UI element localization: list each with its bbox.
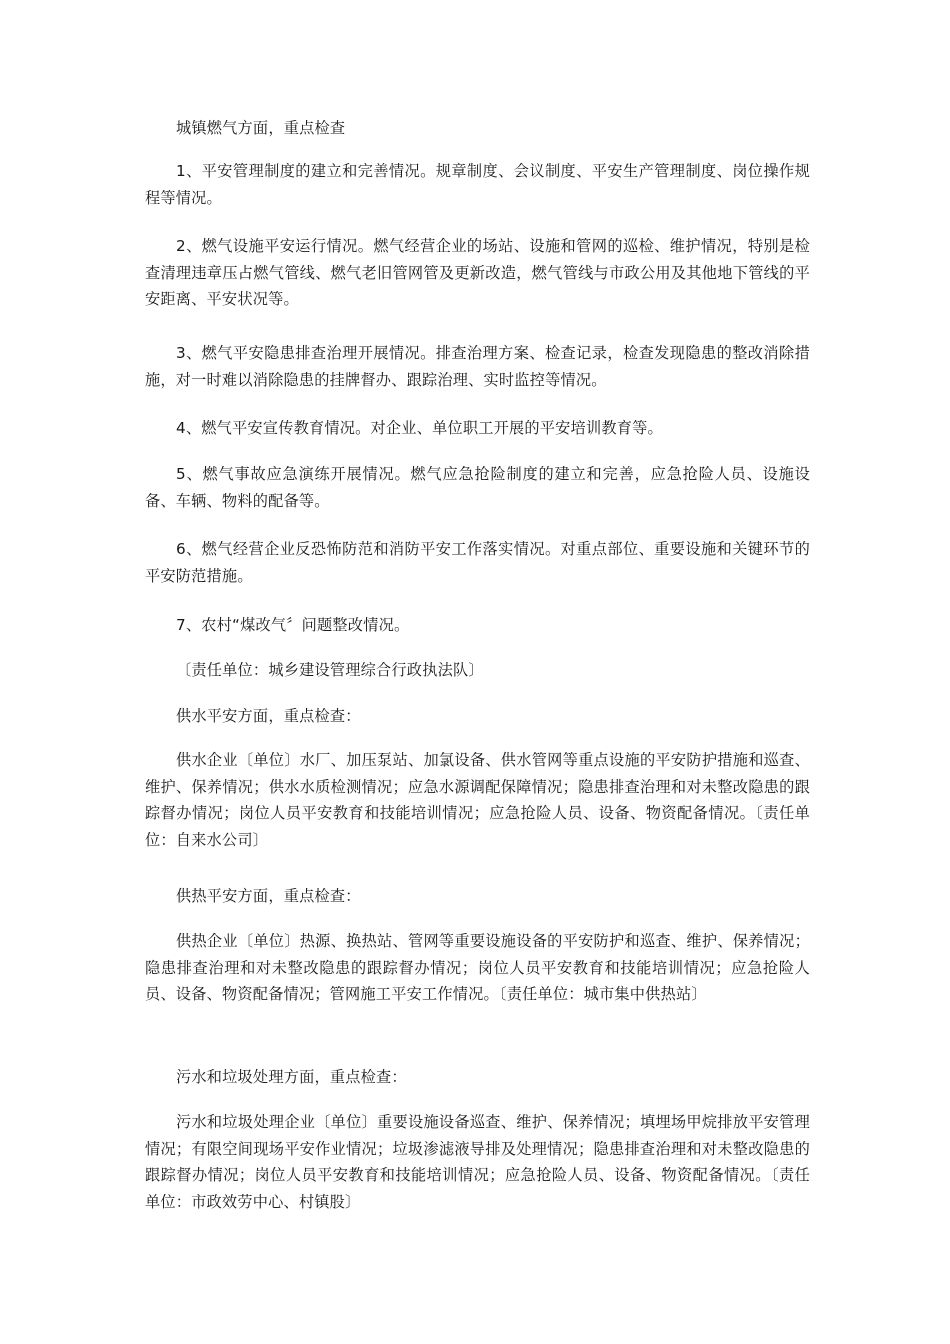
section-heading-gas: 城镇燃气方面，重点检查 xyxy=(176,119,346,137)
gas-item-4: 4、燃气平安宣传教育情况。对企业、单位职工开展的平安培训教育等。 xyxy=(176,419,663,437)
gas-item-6: 6、燃气经营企业反恐怖防范和消防平安工作落实情况。对重点部位、重要设施和关键环节的平安防范措施。 xyxy=(145,540,810,585)
gas-item-2: 2、燃气设施平安运行情况。燃气经营企业的场站、设施和管网的巡检、维护情况，特别是检查清理违章压占燃气管线、燃气老旧管网管及更新改造，燃气管线与市政公用及其他地下管线的平安距离、平安状况等。 xyxy=(145,237,810,308)
section-heading-waste: 污水和垃圾处理方面，重点检查： xyxy=(176,1068,407,1086)
gas-item-1: 1、平安管理制度的建立和完善情况。规章制度、会议制度、平安生产管理制度、岗位操作规程等情况。 xyxy=(145,162,810,207)
section-heading-heating: 供热平安方面，重点检查： xyxy=(176,887,361,905)
gas-responsible-unit: 〔责任单位：城乡建设管理综合行政执法队〕 xyxy=(176,661,484,679)
waste-treatment-body: 污水和垃圾处理企业〔单位〕重要设施设备巡查、维护、保养情况；填埋场甲烷排放平安管理情况；有限空间现场平安作业情况；垃圾渗滤液导排及处理情况；隐患排查治理和对未整改隐患的跟踪督办情况；岗位人员平安教育和技能培训情况；应急抢险人员、设备、物资配备情况。〔责任单位：市政效劳中心、村镇股〕 xyxy=(145,1113,810,1211)
gas-item-3: 3、燃气平安隐患排查治理开展情况。排查治理方案、检查记录，检查发现隐患的整改消除措施，对一时难以消除隐患的挂牌督办、跟踪治理、实时监控等情况。 xyxy=(145,344,810,389)
heating-supply-body: 供热企业〔单位〕热源、换热站、管网等重要设施设备的平安防护和巡查、维护、保养情况；隐患排查治理和对未整改隐患的跟踪督办情况；岗位人员平安教育和技能培训情况；应急抢险人员、设备、物资配备情况；管网施工平安工作情况。〔责任单位：城市集中供热站〕 xyxy=(145,932,810,1003)
water-supply-body: 供水企业〔单位〕水厂、加压泵站、加氯设备、供水管网等重点设施的平安防护措施和巡查、维护、保养情况；供水水质检测情况；应急水源调配保障情况；隐患排查治理和对未整改隐患的跟踪督办情况；岗位人员平安教育和技能培训情况；应急抢险人员、设备、物资配备情况。〔责任单位：自来水公司〕 xyxy=(145,751,810,849)
gas-item-7: 7、农村“煤改气〞问题整改情况。 xyxy=(176,616,410,634)
gas-item-5: 5、燃气事故应急演练开展情况。燃气应急抢险制度的建立和完善，应急抢险人员、设施设备、车辆、物料的配备等。 xyxy=(145,465,810,510)
section-heading-water: 供水平安方面，重点检查： xyxy=(176,707,361,725)
